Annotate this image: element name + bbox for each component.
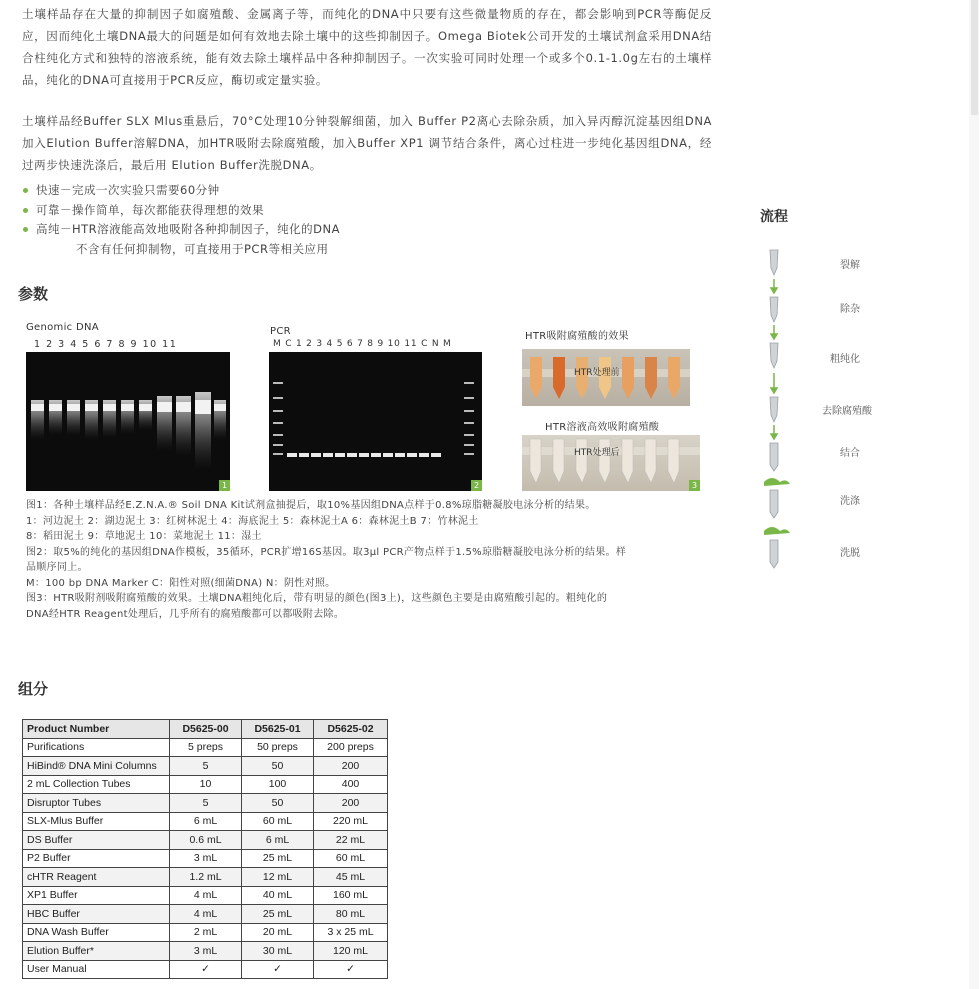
caption-line: 图1：各种土壤样品经E.Z.N.A.® Soil DNA Kit试剂盒抽提后，取10%基因组DNA点样于0.8%琼脂糖凝胶电泳分析的结果。 xyxy=(26,500,596,511)
table-cell: 22 mL xyxy=(314,831,388,850)
table-cell: XP1 Buffer xyxy=(23,886,170,905)
table-row xyxy=(23,886,388,905)
tube-rack-after xyxy=(522,435,700,491)
column-icon xyxy=(770,443,778,471)
table-cell: 120 mL xyxy=(314,942,388,961)
scrollbar-track[interactable] xyxy=(969,0,979,989)
table-row xyxy=(23,794,388,813)
gel2-label: PCR xyxy=(270,326,291,337)
table-cell: Purifications xyxy=(23,738,170,757)
column-icon xyxy=(770,490,778,518)
caption-line: 品顺序同上。 xyxy=(26,562,88,573)
table-cell: 10 xyxy=(170,775,242,794)
table-cell: User Manual xyxy=(23,960,170,979)
table-cell: 60 mL xyxy=(314,849,388,868)
table-header: D5625-01 xyxy=(242,720,314,739)
table-cell: 50 xyxy=(242,794,314,813)
htr-photo2-title: HTR溶液高效吸附腐殖酸 xyxy=(545,422,660,433)
feature-item-continuation: 不含有任何抑制物，可直接用于PCR等相关应用 xyxy=(76,241,329,256)
table-cell: 5 preps xyxy=(170,738,242,757)
figure-badge: 1 xyxy=(219,480,230,491)
table-row xyxy=(23,868,388,887)
table-cell: 220 mL xyxy=(314,812,388,831)
caption-line: DNA经HTR Reagent处理后，几乎所有的腐殖酸都可以都吸附去除。 xyxy=(26,608,345,620)
table-cell: SLX-Mlus Buffer xyxy=(23,812,170,831)
table-row xyxy=(23,960,388,979)
workflow-step: 粗纯化 xyxy=(830,354,860,365)
workflow-step: 裂解 xyxy=(840,260,860,271)
table-cell: 200 xyxy=(314,794,388,813)
table-cell: ✓ xyxy=(314,960,388,979)
table-header: D5625-02 xyxy=(314,720,388,739)
table-cell: 5 xyxy=(170,794,242,813)
wash-splash-icon xyxy=(764,527,790,535)
htr-before-photo xyxy=(522,349,690,406)
table-cell: 40 mL xyxy=(242,886,314,905)
feature-list xyxy=(22,181,340,259)
caption-line: 8：稻田泥土 9：草地泥土 10：菜地泥土 11：湿土 xyxy=(26,531,262,542)
table-cell: 25 mL xyxy=(242,905,314,924)
pcr-gel-image xyxy=(269,352,482,491)
table-cell: ✓ xyxy=(242,960,314,979)
table-row xyxy=(23,738,388,757)
gel1-label: Genomic DNA xyxy=(26,322,99,333)
caption-line: 图3：HTR吸附剂吸附腐殖酸的效果。土壤DNA粗纯化后，带有明显的颜色(图3上)，这些颜色主要是由腐殖酸引起的。粗纯化的 xyxy=(26,593,608,604)
wash-splash-icon xyxy=(764,478,790,486)
table-cell: 4 mL xyxy=(170,905,242,924)
caption-line: 1：河边泥土 2：湖边泥土 3：红树林泥土 4：海底泥土 5：森林泥土A 6：森林泥土B 7：竹林泥土 xyxy=(26,515,479,527)
table-cell: 4 mL xyxy=(170,886,242,905)
table-cell: 60 mL xyxy=(242,812,314,831)
htr-after-label: HTR处理后 xyxy=(574,448,620,458)
workflow-step: 除杂 xyxy=(840,304,860,315)
table-cell: 200 xyxy=(314,757,388,776)
table-cell: HiBind® DNA Mini Columns xyxy=(23,757,170,776)
tube-icon xyxy=(770,297,778,322)
feature-item: 快速－完成一次实验只需要60分钟 xyxy=(22,181,340,201)
table-cell: 100 xyxy=(242,775,314,794)
caption-line: 图2：取5%的纯化的基因组DNA作模板，35循环，PCR扩增16S基因。取3μl PCR产物点样于1.5%琼脂糖凝胶电泳分析的结果。样 xyxy=(26,546,627,558)
workflow-step: 洗脱 xyxy=(840,548,860,559)
genomic-dna-gel-image xyxy=(26,352,230,491)
table-cell: 160 mL xyxy=(314,886,388,905)
table-header: Product Number xyxy=(23,720,170,739)
tube-icon xyxy=(770,250,778,275)
table-header: D5625-00 xyxy=(170,720,242,739)
table-cell: 6 mL xyxy=(170,812,242,831)
gel2-lane-labels: M C 1 2 3 4 5 6 7 8 9 10 11 C N M xyxy=(273,339,452,349)
table-cell: ✓ xyxy=(170,960,242,979)
table-cell: 1.2 mL xyxy=(170,868,242,887)
table-cell: 400 xyxy=(314,775,388,794)
table-row xyxy=(23,923,388,942)
caption-line: M：100 bp DNA Marker C：阳性对照(细菌DNA) N：阴性对照。 xyxy=(26,577,336,589)
genomic-dna-gel-bands xyxy=(26,352,230,491)
workflow-step: 去除腐殖酸 xyxy=(822,406,872,417)
table-cell: P2 Buffer xyxy=(23,849,170,868)
table-cell: DNA Wash Buffer xyxy=(23,923,170,942)
table-cell: 12 mL xyxy=(242,868,314,887)
table-body xyxy=(23,738,388,979)
gel1-lane-numbers: 1 2 3 4 5 6 7 8 9 10 11 xyxy=(34,339,178,350)
tube-icon xyxy=(770,397,778,422)
table-cell: 0.6 mL xyxy=(170,831,242,850)
column-icon xyxy=(770,540,778,568)
table-cell: 25 mL xyxy=(242,849,314,868)
table-cell: 3 x 25 mL xyxy=(314,923,388,942)
table-row xyxy=(23,905,388,924)
workflow-title: 流程 xyxy=(760,209,788,225)
components-heading: 组分 xyxy=(18,680,49,698)
figure-caption xyxy=(26,498,716,622)
table-row xyxy=(23,831,388,850)
workflow-step: 结合 xyxy=(840,448,860,459)
table-header-row xyxy=(23,720,388,739)
params-heading: 参数 xyxy=(18,285,49,303)
table-cell: 200 preps xyxy=(314,738,388,757)
scrollbar-thumb[interactable] xyxy=(971,0,978,115)
table-cell: cHTR Reagent xyxy=(23,868,170,887)
table-row xyxy=(23,757,388,776)
table-cell: 50 preps xyxy=(242,738,314,757)
table-cell: 2 mL Collection Tubes xyxy=(23,775,170,794)
table-cell: 6 mL xyxy=(242,831,314,850)
table-cell: 20 mL xyxy=(242,923,314,942)
table-row xyxy=(23,942,388,961)
intro-paragraph-2: 土壤样品经Buffer SLX Mlus重悬后，70°C处理10分钟裂解细菌，加入 Buffer P2离心去除杂质，加入异丙醇沉淀基因组DNA加入Elution Buffer溶解DNA，加HTR吸附去除腐殖酸，加入Buffer XP1 调节结合条件，离心过柱进一步纯化基因组DNA，经过两步快速洗涤后，最后用 Elution Buffer洗脱DNA。 xyxy=(22,114,712,172)
table-cell: 80 mL xyxy=(314,905,388,924)
table-cell: 45 mL xyxy=(314,868,388,887)
feature-item: 高纯－HTR溶液能高效地吸附各种抑制因子，纯化的DNA xyxy=(22,220,340,240)
intro-paragraph-1: 土壤样品存在大量的抑制因子如腐殖酸、金属离子等，而纯化的DNA中只要有这些微量物质的存在，都会影响到PCR等酶促反应，因而纯化土壤DNA最大的问题是如何有效地去除土壤中的这些抑制因子。Omega Biotek公司开发的土壤试剂盒采用DNA结合柱纯化方式和独特的溶液系统，能有效去除土壤样品中各种抑制因子。一次实验可同时处理一个或多个0.1-1.0g左右的土壤样品，纯化的DNA可直接用于PCR反应，酶切或定量实验。 xyxy=(22,7,712,87)
table-cell: 50 xyxy=(242,757,314,776)
table-cell: HBC Buffer xyxy=(23,905,170,924)
htr-photo-title: HTR吸附腐殖酸的效果 xyxy=(525,331,629,342)
feature-item: 可靠－操作简单，每次都能获得理想的效果 xyxy=(22,201,340,221)
table-cell: 30 mL xyxy=(242,942,314,961)
components-table xyxy=(22,719,388,979)
table-cell: Disruptor Tubes xyxy=(23,794,170,813)
table-cell: Elution Buffer* xyxy=(23,942,170,961)
htr-before-label: HTR处理前 xyxy=(574,368,620,378)
figure-badge: 2 xyxy=(471,480,482,491)
htr-after-photo xyxy=(522,435,700,491)
workflow-diagram xyxy=(760,245,820,615)
table-cell: 3 mL xyxy=(170,849,242,868)
table-cell: 5 xyxy=(170,757,242,776)
table-row xyxy=(23,849,388,868)
table-row xyxy=(23,812,388,831)
pcr-gel-bands xyxy=(269,352,482,491)
table-cell: 2 mL xyxy=(170,923,242,942)
workflow-step: 洗涤 xyxy=(840,496,860,507)
table-cell: DS Buffer xyxy=(23,831,170,850)
table-cell: 3 mL xyxy=(170,942,242,961)
figure-badge: 3 xyxy=(689,480,700,491)
tube-icon xyxy=(770,343,778,368)
table-row xyxy=(23,775,388,794)
